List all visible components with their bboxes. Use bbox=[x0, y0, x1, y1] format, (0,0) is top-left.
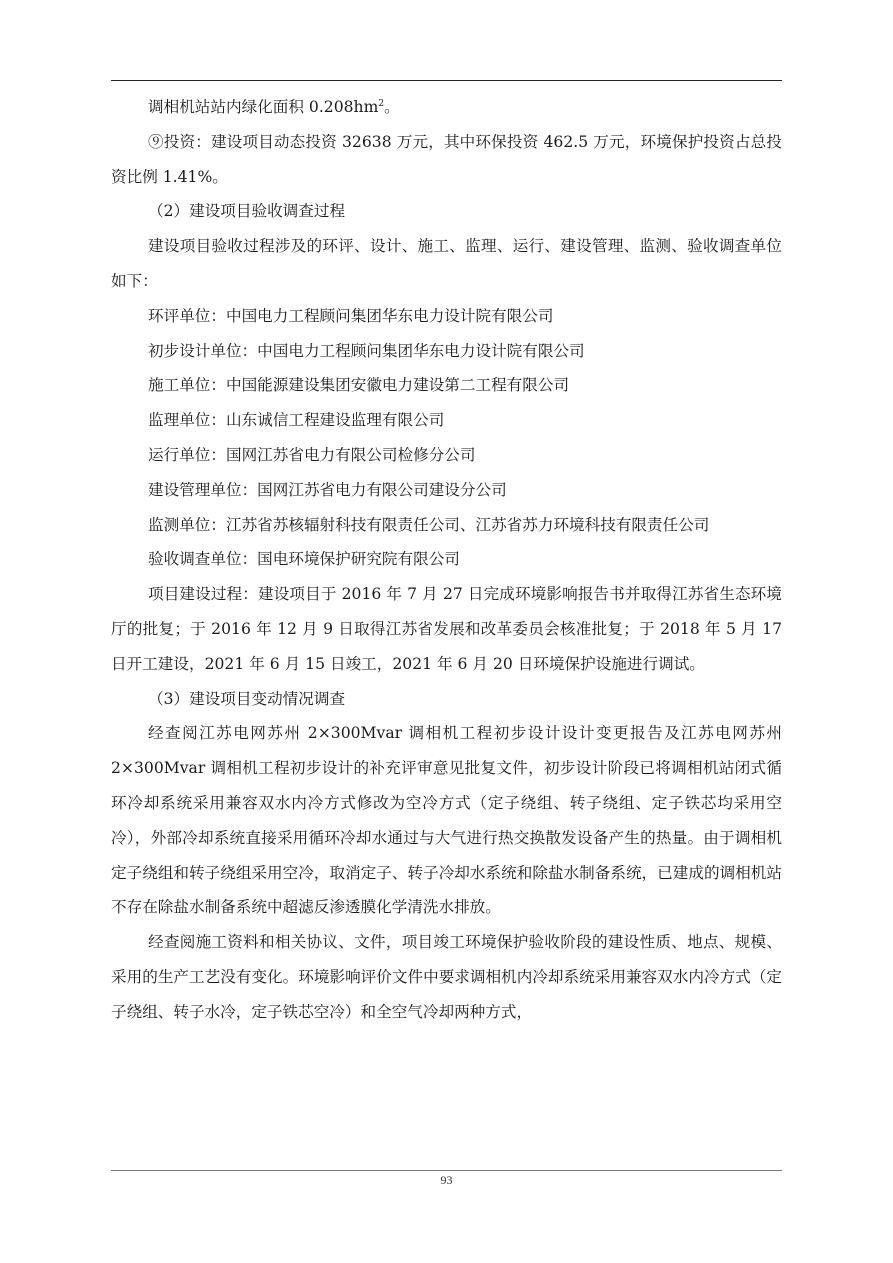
page-number: 93 bbox=[440, 1173, 453, 1187]
paragraph-units-intro: 建设项目验收过程涉及的环评、设计、施工、监理、运行、建设管理、监测、验收调查单位如下： bbox=[111, 237, 782, 290]
paragraph-construction-unit: 施工单位：中国能源建设集团安徽电力建设第二工程有限公司 bbox=[148, 376, 570, 395]
paragraph-monitoring-unit: 监测单位：江苏省苏核辐射科技有限责任公司、江苏省苏力环境科技有限责任公司 bbox=[148, 515, 710, 534]
footer-rule bbox=[111, 1170, 782, 1171]
paragraph-design-change: 经查阅江苏电网苏州 2×300Mvar 调相机工程初步设计设计变更报告及江苏电网苏州 2×300Mvar 调相机工程初步设计的补充评审意见批复文件，初步设计阶段已将调相机站闭式循环冷却系统采用兼容双水内冷方式修改为空冷方式（定子绕组、转子绕组、定子铁芯均采用空冷），外部冷却系统直接采用循环冷却水通过与大气进行热交换散发设备产生的热量。由于调相机定子绕组和转子绕组采用空冷，取消定子、转子冷却水系统和除盐水制备系统，已建成的调相机站不存在除盐水制备系统中超滤反渗透膜化学清洗水排放。 bbox=[111, 724, 782, 917]
paragraph-eia-unit: 环评单位：中国电力工程顾问集团华东电力设计院有限公司 bbox=[148, 306, 554, 325]
paragraph-investment: ⑨投资：建设项目动态投资 32638 万元，其中环保投资 462.5 万元，环境保护投资占总投资比例 1.41%。 bbox=[111, 132, 782, 186]
page-body bbox=[111, 90, 782, 1030]
paragraph-design-unit: 初步设计单位：中国电力工程顾问集团华东电力设计院有限公司 bbox=[148, 341, 585, 360]
paragraph-acceptance-review: 经查阅施工资料和相关协议、文件，项目竣工环境保护验收阶段的建设性质、地点、规模、采用的生产工艺没有变化。环境影响评价文件中要求调相机内冷却系统采用兼容双水内冷方式（定子绕组、转子水冷，定子铁芯空冷）和全空气冷却两种方式， bbox=[111, 933, 782, 1021]
paragraph-supervision-unit: 监理单位：山东诚信工程建设监理有限公司 bbox=[148, 411, 445, 430]
paragraph-greening-area: 调相机站站内绿化面积 $0.208hm^2$。 bbox=[148, 98, 400, 116]
paragraph-acceptance-unit: 验收调查单位：国电环境保护研究院有限公司 bbox=[148, 550, 460, 569]
section-heading-change-survey: （3）建设项目变动情况调查 bbox=[148, 689, 346, 708]
paragraph-construction-process: 项目建设过程：建设项目于 2016 年 7 月 27 日完成环境影响报告书并取得江苏省生态环境厅的批复；于 2016 年 12 月 9 日取得江苏省发展和改革委员会核准批复；于 2018 年 5 月 17 日开工建设，2021 年 6 月 15 日竣工，2021 年 6 月 20 日环境保护设施进行调试。 bbox=[111, 585, 782, 673]
header-rule bbox=[111, 80, 782, 81]
section-heading-acceptance-process: （2）建设项目验收调查过程 bbox=[148, 202, 346, 221]
paragraph-operation-unit: 运行单位：国网江苏省电力有限公司检修分公司 bbox=[148, 445, 476, 464]
paragraph-management-unit: 建设管理单位：国网江苏省电力有限公司建设分公司 bbox=[148, 480, 507, 499]
